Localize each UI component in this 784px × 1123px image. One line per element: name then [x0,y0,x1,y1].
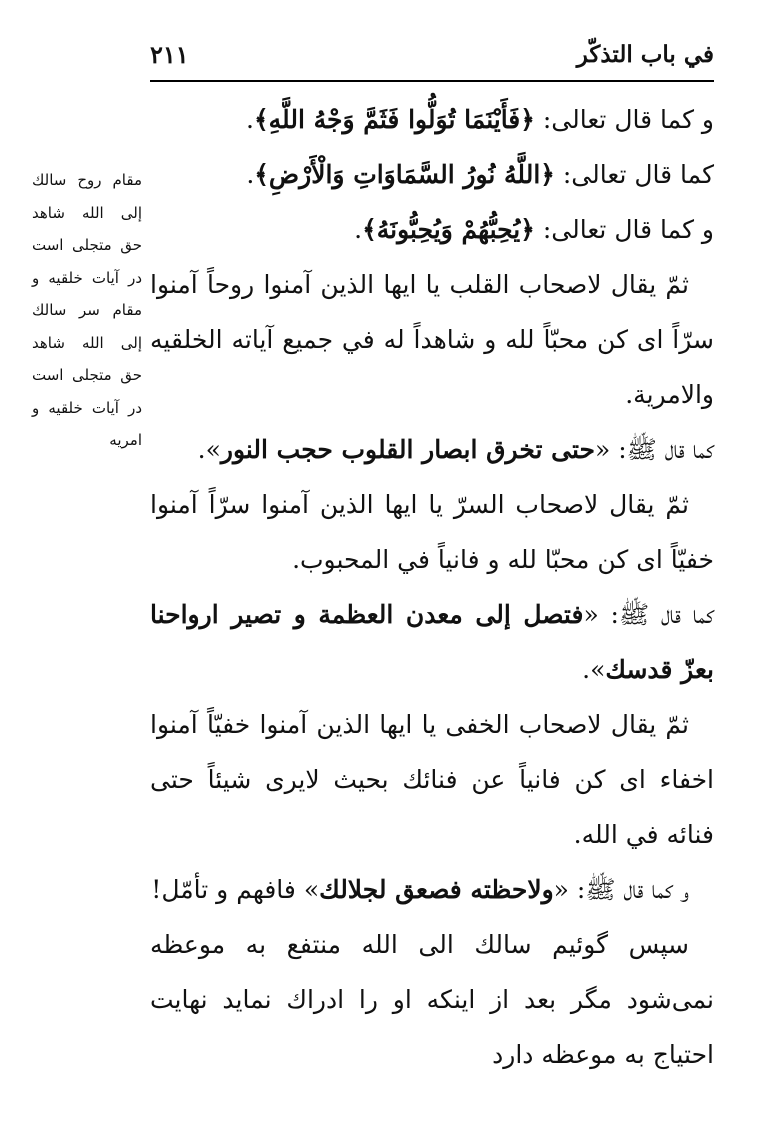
verse-intro: كما قال تعالى: [554,160,714,189]
body-paragraph-secret: ثمّ يقال لاصحاب السرّ يا ايها الذين آمنوا سرّاً آمنوا خفيّاً اى كن محبّا لله و فانياً في المحبوب. [150,490,714,574]
verse-paragraph-3 [150,202,714,257]
quran-quote: ﴿يُحِبُّهُمْ وَيُحِبُّونَهُ﴾ [362,215,535,244]
main-text [150,92,714,1082]
body-paragraph-persian: سپس گوئيم سالك الى الله منتفع به موعظه نمى‌شود مگر بعد از اينكه او را ادراك نمايد نهايت احتياج به موعظه دارد [150,930,714,1069]
hadith-intro: و كما قال ﷺ: « [553,875,689,904]
verse-end: . [246,105,254,134]
verse-end: . [246,160,255,189]
hadith-intro: كما قال ﷺ: « [594,435,714,464]
quran-quote: ﴿فَأَيْنَمَا تُوَلُّوا فَثَمَّ وَجْهُ اللَّهِ﴾ [254,105,535,134]
hadith-intro: كما قال ﷺ: « [583,600,714,629]
hadith-end: » فافهم و تأمّل! [151,875,320,904]
verse-paragraph-1 [150,92,714,147]
page-number: ٢١١ [150,39,189,69]
hadith-quote: فتصل إلى معدن العظمة و تصير ارواحنا بعزّ قدسك [150,600,714,684]
quran-quote: ﴿اللَّهُ نُورُ السَّمَاوَاتِ وَالْأَرْضِ﴾ [254,160,555,189]
verse-intro: و كما قال تعالى: [534,215,714,244]
margin-note: مقام روح سالك إلى الله شاهد حق متجلى است در آيات خلقيه و مقام سر سالك إلى الله شاهد حق متجلى است در آيات خلقيه و امريه [32,171,142,449]
verse-end: . [354,215,363,244]
hadith-paragraph-2 [150,587,714,697]
running-title: في باب التذكّر [576,40,714,68]
hadith-end: ». [582,655,606,684]
page-header [150,28,714,82]
hadith-end: ». [197,435,221,464]
body-paragraph-heart: ثمّ يقال لاصحاب القلب يا ايها الذين آمنوا روحاً آمنوا سرّاً اى كن محبّاً لله و شاهداً له في جميع آياته الخلقيه والامرية. [150,270,714,409]
hadith-quote: ولاحظته فصعق لجلالك [319,875,554,904]
hadith-paragraph-3 [150,862,714,917]
body-paragraph-hidden: ثمّ يقال لاصحاب الخفى يا ايها الذين آمنوا خفيّاً آمنوا اخفاء اى كن فانياً عن فنائك بحيث لايرى شيئاً حتى فنائه في الله. [150,710,714,849]
verse-paragraph-2 [150,147,714,202]
hadith-paragraph-1 [150,422,714,477]
verse-intro: و كما قال تعالى: [534,105,714,134]
hadith-quote: حتى تخرق ابصار القلوب حجب النور [220,435,595,464]
